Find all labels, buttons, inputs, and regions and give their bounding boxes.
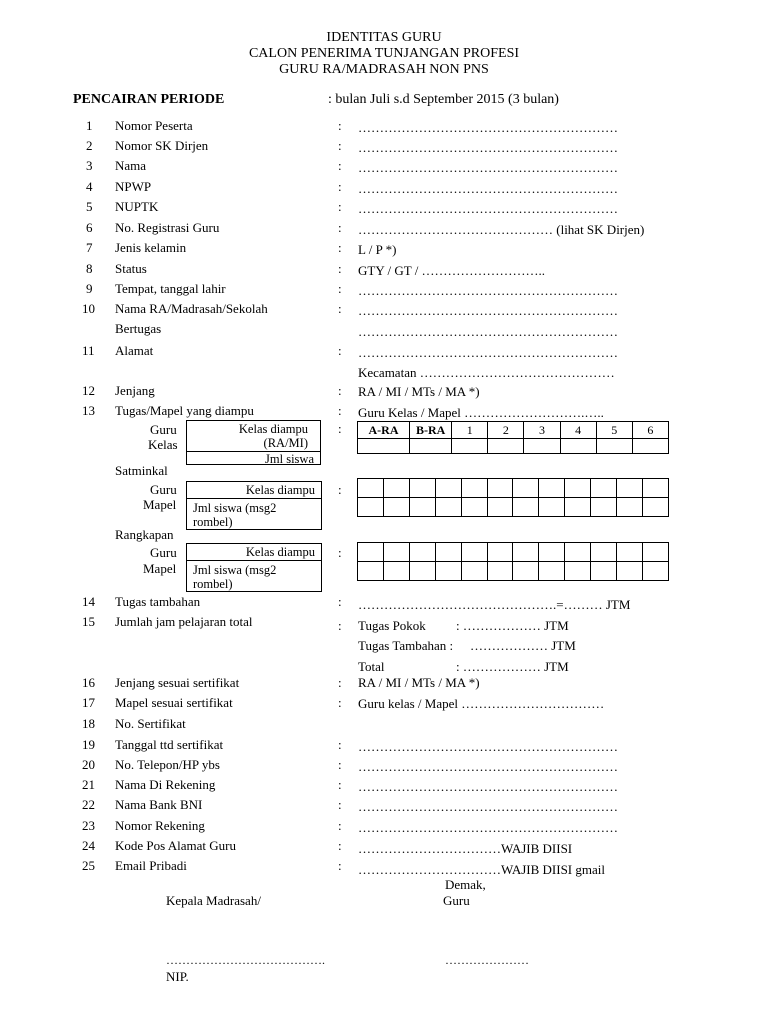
jam-total-field[interactable]: : ……………… JTM: [456, 659, 569, 674]
grid-header-cell: 4: [560, 422, 596, 439]
fill-in-field[interactable]: ……………………………………………………: [358, 201, 618, 216]
row-number: 15: [82, 614, 95, 629]
grid-input-cell[interactable]: [409, 479, 435, 498]
row-label-continued: Bertugas: [115, 321, 162, 336]
jam-label: Tugas Tambahan :: [358, 638, 454, 653]
row-number: 8: [86, 261, 93, 276]
row-number: 7: [86, 240, 93, 255]
signature-right-title: Guru: [443, 893, 470, 908]
row-colon: :: [338, 199, 342, 214]
guru-mapel-label: Guru: [150, 482, 177, 497]
grid-input-cell[interactable]: [617, 543, 643, 562]
row-label: Email Pribadi: [115, 858, 187, 873]
row-label: Jenjang sesuai sertifikat: [115, 675, 240, 690]
guru-mapel-label: Mapel: [143, 561, 177, 576]
row-colon: :: [338, 421, 342, 436]
row-label: Tugas/Mapel yang diampu: [115, 403, 254, 418]
grid-header-cell: A-RA: [358, 422, 410, 439]
grid-header-cell: 5: [596, 422, 632, 439]
row-number: 18: [82, 716, 95, 731]
box-label: Kelas diampu: [187, 483, 321, 499]
row-colon: :: [338, 858, 342, 873]
grid-input-cell[interactable]: [409, 439, 451, 454]
grid-input-cell[interactable]: [358, 562, 384, 581]
grid-header-cell: 6: [632, 422, 668, 439]
grid-input-cell[interactable]: [383, 543, 409, 562]
row-label: NPWP: [115, 179, 152, 194]
grid-input-cell[interactable]: [513, 543, 539, 562]
grid-input-cell[interactable]: [383, 562, 409, 581]
grid-input-cell[interactable]: [513, 479, 539, 498]
jenjang-field[interactable]: RA / MI / MTs / MA *): [358, 384, 480, 399]
grid-input-cell[interactable]: [565, 498, 591, 517]
grid-input-cell[interactable]: [358, 498, 384, 517]
fill-in-field[interactable]: ……………………………………………………: [358, 739, 618, 754]
row-number: 22: [82, 797, 95, 812]
gender-field[interactable]: L / P *): [358, 242, 397, 257]
box-label: Kelas diampu: [187, 545, 321, 561]
rangkapan-title: Rangkapan: [115, 527, 174, 542]
grid-input-cell[interactable]: [617, 479, 643, 498]
row-number: 13: [82, 403, 95, 418]
grid-header-cell: 3: [524, 422, 560, 439]
row-number: 11: [82, 343, 95, 358]
tugas-tambahan-field[interactable]: ……………………………………….=……… JTM: [358, 597, 631, 612]
row-colon: :: [338, 220, 342, 235]
grid-input-cell[interactable]: [642, 498, 668, 517]
guru-kelas-label: Kelas: [148, 437, 178, 452]
grid-input-cell[interactable]: [617, 562, 643, 581]
row-number: 9: [86, 281, 93, 296]
grid-input-cell[interactable]: [642, 479, 668, 498]
row-number: 2: [86, 138, 93, 153]
box-label: Jml siswa: [187, 451, 320, 466]
row-colon: :: [338, 797, 342, 812]
row-number: 19: [82, 737, 95, 752]
grid-input-cell[interactable]: [358, 543, 384, 562]
grid-input-cell[interactable]: [539, 498, 565, 517]
row-colon: :: [338, 138, 342, 153]
fill-in-field[interactable]: ……………………………………………………: [358, 140, 618, 155]
grid-header-cell: B-RA: [409, 422, 451, 439]
row-colon: :: [338, 838, 342, 853]
row-number: 12: [82, 383, 95, 398]
grid-input-cell[interactable]: [409, 562, 435, 581]
kelas-grid: [357, 421, 669, 454]
row-colon: :: [338, 179, 342, 194]
grid-input-cell[interactable]: [435, 562, 461, 581]
row-colon: :: [338, 777, 342, 792]
row-number: 21: [82, 777, 95, 792]
grid-input-cell[interactable]: [435, 543, 461, 562]
grid-input-cell[interactable]: [560, 439, 596, 454]
row-label: Nama Bank BNI: [115, 797, 203, 812]
row-label: Nomor Rekening: [115, 818, 205, 833]
row-label: Jumlah jam pelajaran total: [115, 614, 253, 629]
satminkal-grid: [357, 478, 669, 517]
row-colon: :: [338, 343, 342, 358]
row-number: 10: [82, 301, 95, 316]
row-colon: :: [338, 594, 342, 609]
row-colon: :: [338, 240, 342, 255]
row-number: 25: [82, 858, 95, 873]
kode-pos-field[interactable]: ……………………………WAJIB DIISI: [358, 841, 573, 856]
doc-title-line2: CALON PENERIMA TUNJANGAN PROFESI: [248, 46, 520, 61]
signature-place-date[interactable]: Demak,: [445, 877, 486, 892]
email-field[interactable]: ……………………………WAJIB DIISI gmail: [358, 862, 605, 877]
box-label: rombel): [193, 577, 233, 591]
row-colon: :: [338, 737, 342, 752]
doc-title-line3: GURU RA/MADRASAH NON PNS: [279, 62, 489, 77]
grid-input-cell[interactable]: [565, 562, 591, 581]
row-colon: :: [338, 158, 342, 173]
fill-in-field[interactable]: ……………………………………………………: [358, 181, 618, 196]
guru-mapel-label: Guru: [150, 545, 177, 560]
mapel-field[interactable]: Guru Kelas / Mapel ……………………….…..: [358, 405, 604, 420]
kelas-diampu-box: [186, 543, 322, 592]
row-number: 1: [86, 118, 93, 133]
grid-input-cell[interactable]: [591, 562, 617, 581]
row-colon: :: [338, 675, 342, 690]
grid-input-cell[interactable]: [539, 562, 565, 581]
grid-input-cell[interactable]: [435, 479, 461, 498]
grid-input-cell[interactable]: [565, 479, 591, 498]
jam-pokok-field[interactable]: : ……………… JTM: [456, 618, 569, 633]
status-field[interactable]: GTY / GT / ………………………..: [358, 263, 546, 278]
kelas-diampu-box: [186, 420, 321, 465]
row-colon: :: [338, 545, 342, 560]
row-number: 16: [82, 675, 95, 690]
satminkal-title: Satminkal: [115, 463, 168, 478]
doc-title-line1: IDENTITAS GURU: [326, 30, 442, 45]
box-label: (RA/MI): [263, 436, 308, 450]
jam-tambahan-field[interactable]: ……………… JTM: [470, 638, 576, 653]
grid-input-row: [358, 439, 669, 454]
row-label: Alamat: [115, 343, 154, 358]
kecamatan-field[interactable]: Kecamatan ………………………………………: [358, 365, 615, 380]
row-colon: :: [338, 118, 342, 133]
grid-input-cell[interactable]: [488, 439, 524, 454]
row-colon: :: [338, 818, 342, 833]
fill-in-field[interactable]: ……………………………………………………: [358, 283, 618, 298]
mapel-sertifikat-field[interactable]: Guru kelas / Mapel ……………………………: [358, 696, 605, 711]
guru-mapel-label: Mapel: [143, 497, 177, 512]
row-label: Nama Di Rekening: [115, 777, 216, 792]
grid-input-cell[interactable]: [358, 479, 384, 498]
signature-right-name-field[interactable]: …………………: [445, 953, 529, 967]
grid-input-cell[interactable]: [461, 543, 487, 562]
grid-input-cell[interactable]: [591, 543, 617, 562]
grid-input-cell[interactable]: [596, 439, 632, 454]
guru-kelas-label: Guru: [150, 422, 177, 437]
row-label: Nama RA/Madrasah/Sekolah: [115, 301, 268, 316]
grid-input-cell[interactable]: [539, 479, 565, 498]
fill-in-field[interactable]: ……………………………………………………: [358, 779, 618, 794]
grid-input-cell[interactable]: [513, 498, 539, 517]
fill-in-field[interactable]: ……………………………………………………: [358, 160, 618, 175]
row-label: Mapel sesuai sertifikat: [115, 695, 233, 710]
grid-input-cell[interactable]: [461, 498, 487, 517]
nip-label: NIP.: [166, 969, 189, 984]
grid-header-cell: 1: [452, 422, 488, 439]
jenjang-sertifikat-field[interactable]: RA / MI / MTs / MA *): [358, 675, 480, 690]
kelas-diampu-box: [186, 481, 322, 530]
grid-input-cell[interactable]: [452, 439, 488, 454]
jam-label: Total: [358, 659, 385, 674]
grid-input-cell[interactable]: [487, 498, 513, 517]
grid-input-cell[interactable]: [591, 479, 617, 498]
grid-input-cell[interactable]: [409, 543, 435, 562]
row-number: 23: [82, 818, 95, 833]
row-colon: :: [338, 383, 342, 398]
row-colon: :: [338, 301, 342, 316]
grid-input-cell[interactable]: [383, 479, 409, 498]
fill-in-field[interactable]: ……………………………………………………: [358, 820, 618, 835]
row-number: 6: [86, 220, 93, 235]
grid-input-cell[interactable]: [565, 543, 591, 562]
row-number: 24: [82, 838, 95, 853]
grid-input-cell[interactable]: [487, 479, 513, 498]
grid-input-cell[interactable]: [642, 562, 668, 581]
row-colon: :: [338, 482, 342, 497]
row-label: Status: [115, 261, 147, 276]
row-colon: :: [338, 757, 342, 772]
signature-left-title: Kepala Madrasah/: [166, 893, 261, 908]
fill-in-field[interactable]: ……………………………………… (lihat SK Dirjen): [358, 222, 645, 237]
fill-in-field[interactable]: ……………………………………………………: [358, 303, 618, 318]
signature-left-name-field[interactable]: ………………………………….: [166, 953, 325, 967]
row-colon: :: [338, 695, 342, 710]
box-label: rombel): [193, 515, 233, 529]
row-label: Tugas tambahan: [115, 594, 201, 609]
fill-in-field[interactable]: ……………………………………………………: [358, 759, 618, 774]
row-colon: :: [338, 618, 342, 633]
row-label: Nama: [115, 158, 147, 173]
fill-in-field[interactable]: ……………………………………………………: [358, 324, 618, 339]
row-label: No. Sertifikat: [115, 716, 186, 731]
row-label: No. Telepon/HP ybs: [115, 757, 220, 772]
grid-input-cell[interactable]: [461, 562, 487, 581]
row-label: No. Registrasi Guru: [115, 220, 220, 235]
row-number: 4: [86, 179, 93, 194]
jam-label: Tugas Pokok: [358, 618, 426, 633]
fill-in-field[interactable]: ……………………………………………………: [358, 799, 618, 814]
row-number: 3: [86, 158, 93, 173]
grid-input-cell[interactable]: [409, 498, 435, 517]
row-number: 5: [86, 199, 93, 214]
row-label: Kode Pos Alamat Guru: [115, 838, 236, 853]
grid-input-cell[interactable]: [539, 543, 565, 562]
row-label: Jenis kelamin: [115, 240, 187, 255]
grid-header-cell: 2: [488, 422, 524, 439]
row-number: 14: [82, 594, 95, 609]
box-label: Jml siswa (msg2: [193, 501, 277, 515]
period-value: : bulan Juli s.d September 2015 (3 bulan): [328, 92, 559, 107]
grid-input-cell[interactable]: [642, 543, 668, 562]
row-label: Tempat, tanggal lahir: [115, 281, 226, 296]
grid-input-cell[interactable]: [591, 498, 617, 517]
grid-input-cell[interactable]: [487, 543, 513, 562]
row-label: Nomor SK Dirjen: [115, 138, 209, 153]
grid-header-row: [358, 422, 669, 439]
box-label: Jml siswa (msg2: [193, 563, 277, 577]
row-colon: :: [338, 281, 342, 296]
row-number: 17: [82, 695, 95, 710]
fill-in-field[interactable]: ……………………………………………………: [358, 120, 618, 135]
grid-input-cell[interactable]: [524, 439, 560, 454]
row-number: 20: [82, 757, 95, 772]
row-label: Nomor Peserta: [115, 118, 193, 133]
row-colon: :: [338, 261, 342, 276]
grid-input-cell[interactable]: [358, 439, 410, 454]
box-label: Kelas diampu: [238, 422, 308, 436]
row-colon: :: [338, 403, 342, 418]
grid-input-cell[interactable]: [617, 498, 643, 517]
period-label: PENCAIRAN PERIODE: [73, 92, 225, 107]
row-label: NUPTK: [115, 199, 159, 214]
grid-input-cell[interactable]: [435, 498, 461, 517]
row-label: Jenjang: [115, 383, 155, 398]
row-label: Tanggal ttd sertifikat: [115, 737, 224, 752]
fill-in-field[interactable]: ……………………………………………………: [358, 345, 618, 360]
grid-input-cell[interactable]: [632, 439, 668, 454]
grid-input-cell[interactable]: [513, 562, 539, 581]
grid-input-cell[interactable]: [487, 562, 513, 581]
grid-input-cell[interactable]: [461, 479, 487, 498]
grid-input-cell[interactable]: [383, 498, 409, 517]
rangkapan-grid: [357, 542, 669, 581]
